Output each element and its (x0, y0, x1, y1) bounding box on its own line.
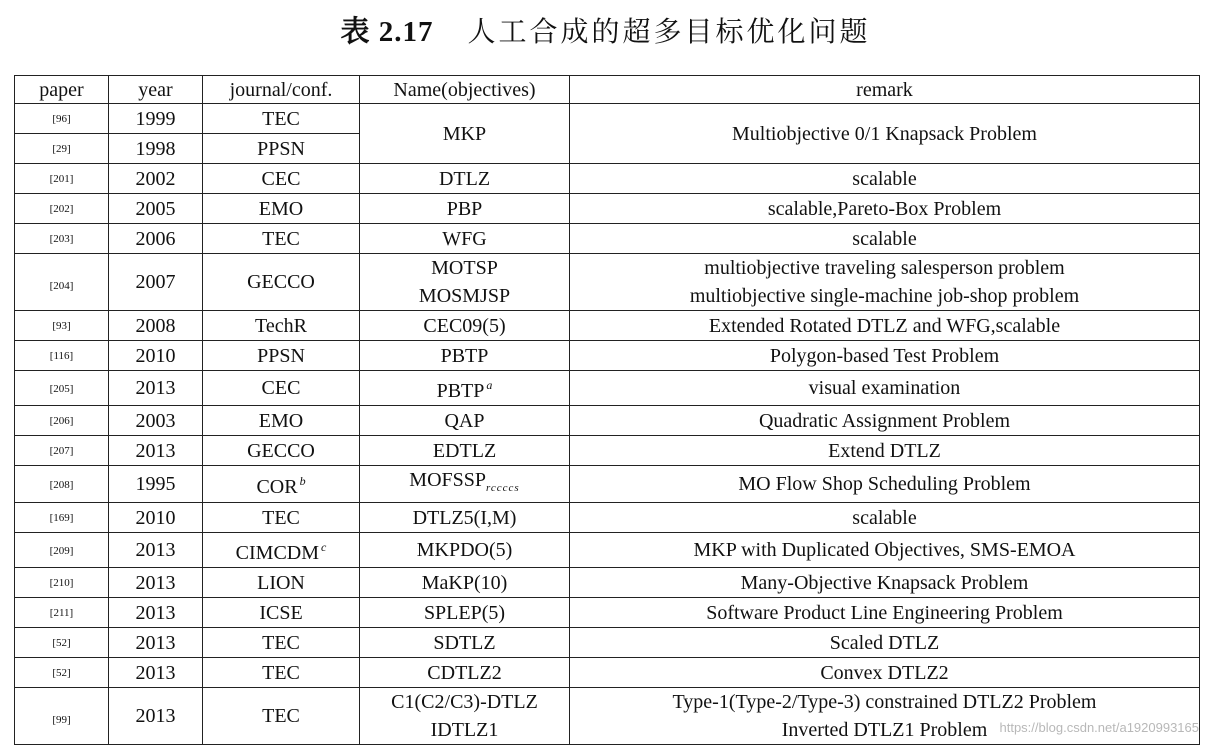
ref-cell: [96] (15, 104, 109, 134)
table-row (15, 224, 1200, 254)
remark-cell: scalable (570, 164, 1200, 194)
venue-cell: COR $^b$ (203, 466, 360, 503)
remark-cell: Convex DTLZ2 (570, 658, 1200, 688)
venue-cell: LION (203, 568, 360, 598)
venue-cell: TEC (203, 104, 360, 134)
table-row (15, 164, 1200, 194)
year-cell: 1998 (109, 134, 203, 164)
table-row (15, 658, 1200, 688)
ref-cell: [201] (15, 164, 109, 194)
ref-cell: [207] (15, 436, 109, 466)
remark-cell: MKP with Duplicated Objectives, SMS-EMOA (570, 533, 1200, 568)
venue-cell: PPSN (203, 134, 360, 164)
table-row (15, 341, 1200, 371)
ref-cell: [52] (15, 658, 109, 688)
header-name: Name(objectives) (360, 76, 570, 104)
remark-cell: scalable,Pareto-Box Problem (570, 194, 1200, 224)
venue-cell: TEC (203, 658, 360, 688)
table-row (15, 466, 1200, 503)
ref-cell: [208] (15, 466, 109, 503)
table-row (15, 598, 1200, 628)
year-cell: 2002 (109, 164, 203, 194)
name-cell: DTLZ (360, 164, 570, 194)
table-row (15, 194, 1200, 224)
remark-cell: Many-Objective Knapsack Problem (570, 568, 1200, 598)
name-cell: PBTP $^a$ (360, 371, 570, 406)
venue-cell: TEC (203, 628, 360, 658)
remark-cell: Software Product Line Engineering Problem (570, 598, 1200, 628)
header-row (15, 76, 1200, 104)
name-cell: PBTP (360, 341, 570, 371)
venue-cell: GECCO (203, 436, 360, 466)
name-cell: MKP (360, 104, 570, 164)
table-row (15, 628, 1200, 658)
remark-cell: Scaled DTLZ (570, 628, 1200, 658)
venue-cell: CEC (203, 371, 360, 406)
name-cell: DTLZ5(I,M) (360, 503, 570, 533)
table-number: 表 2.17 (340, 16, 434, 48)
header-journal: journal/conf. (203, 76, 360, 104)
name-cell: CDTLZ2 (360, 658, 570, 688)
footnote-mark: b (299, 474, 306, 488)
header-paper: paper (15, 76, 109, 104)
name-cell: QAP (360, 406, 570, 436)
venue-cell: TEC (203, 688, 360, 745)
year-cell: 1999 (109, 104, 203, 134)
venue-cell: CIMCDM $^c$ (203, 533, 360, 568)
table-row (15, 503, 1200, 533)
problems-table (14, 75, 1200, 745)
year-cell: 2005 (109, 194, 203, 224)
year-cell: 2013 (109, 688, 203, 745)
remark-cell: Quadratic Assignment Problem (570, 406, 1200, 436)
year-cell: 2013 (109, 628, 203, 658)
footnote-mark: a (486, 378, 493, 392)
name-cell: SPLEP(5) (360, 598, 570, 628)
table-row (15, 406, 1200, 436)
venue-cell: ICSE (203, 598, 360, 628)
venue-cell: EMO (203, 194, 360, 224)
venue-cell: TEC (203, 224, 360, 254)
ref-cell: [99] (15, 688, 109, 745)
table-title: 人工合成的超多目标优化问题 (467, 15, 871, 48)
year-cell: 2010 (109, 341, 203, 371)
ref-cell: [211] (15, 598, 109, 628)
table-row (15, 568, 1200, 598)
remark-cell: multiobjective traveling salesperson problem multiobjective single-machine job-shop problem (570, 254, 1200, 311)
table-row (15, 371, 1200, 406)
ref-cell: [169] (15, 503, 109, 533)
table-row (15, 254, 1200, 311)
table-row (15, 104, 1200, 134)
ref-cell: [205] (15, 371, 109, 406)
venue-cell: GECCO (203, 254, 360, 311)
year-cell: 1995 (109, 466, 203, 503)
table-row (15, 688, 1200, 745)
year-cell: 2013 (109, 371, 203, 406)
year-cell: 2006 (109, 224, 203, 254)
ref-cell: [116] (15, 341, 109, 371)
ref-cell: [93] (15, 311, 109, 341)
ref-cell: [202] (15, 194, 109, 224)
remark-cell: Type-1(Type-2/Type-3) constrained DTLZ2 Problem Inverted DTLZ1 Problem (570, 688, 1200, 745)
name-cell: CEC09(5) (360, 311, 570, 341)
remark-cell: MO Flow Shop Scheduling Problem (570, 466, 1200, 503)
header-year: year (109, 76, 203, 104)
ref-cell: [203] (15, 224, 109, 254)
watermark: https://blog.csdn.net/a1920993165 (999, 720, 1199, 735)
table-row (15, 436, 1200, 466)
remark-cell: Polygon-based Test Problem (570, 341, 1200, 371)
ref-cell: [52] (15, 628, 109, 658)
remark-cell: scalable (570, 503, 1200, 533)
table-row (15, 533, 1200, 568)
name-cell: C1(C2/C3)-DTLZ IDTLZ1 (360, 688, 570, 745)
ref-cell: [209] (15, 533, 109, 568)
year-cell: 2013 (109, 436, 203, 466)
name-cell: MKPDO(5) (360, 533, 570, 568)
footnote-mark: c (321, 540, 327, 554)
venue-cell: CEC (203, 164, 360, 194)
name-cell: WFG (360, 224, 570, 254)
name-cell: MaKP(10) (360, 568, 570, 598)
year-cell: 2013 (109, 658, 203, 688)
ref-cell: [206] (15, 406, 109, 436)
ref-cell: [204] (15, 254, 109, 311)
venue-cell: TEC (203, 503, 360, 533)
ref-cell: [29] (15, 134, 109, 164)
remark-cell: visual examination (570, 371, 1200, 406)
remark-cell: Extended Rotated DTLZ and WFG,scalable (570, 311, 1200, 341)
name-cell: PBP (360, 194, 570, 224)
table-row (15, 311, 1200, 341)
ref-cell: [210] (15, 568, 109, 598)
year-cell: 2013 (109, 533, 203, 568)
name-cell: EDTLZ (360, 436, 570, 466)
year-cell: 2008 (109, 311, 203, 341)
year-cell: 2013 (109, 598, 203, 628)
venue-cell: TechR (203, 311, 360, 341)
name-cell: MOTSP MOSMJSP (360, 254, 570, 311)
venue-cell: EMO (203, 406, 360, 436)
venue-cell: PPSN (203, 341, 360, 371)
remark-cell: Multiobjective 0/1 Knapsack Problem (570, 104, 1200, 164)
name-cell: $MOFSSP_{rccccs}$ (360, 466, 570, 503)
remark-cell: Extend DTLZ (570, 436, 1200, 466)
year-cell: 2010 (109, 503, 203, 533)
header-remark: remark (570, 76, 1200, 104)
name-subscript: rccccs (486, 482, 520, 494)
year-cell: 2013 (109, 568, 203, 598)
year-cell: 2003 (109, 406, 203, 436)
name-cell: SDTLZ (360, 628, 570, 658)
year-cell: 2007 (109, 254, 203, 311)
remark-cell: scalable (570, 224, 1200, 254)
table-caption (0, 10, 1211, 54)
